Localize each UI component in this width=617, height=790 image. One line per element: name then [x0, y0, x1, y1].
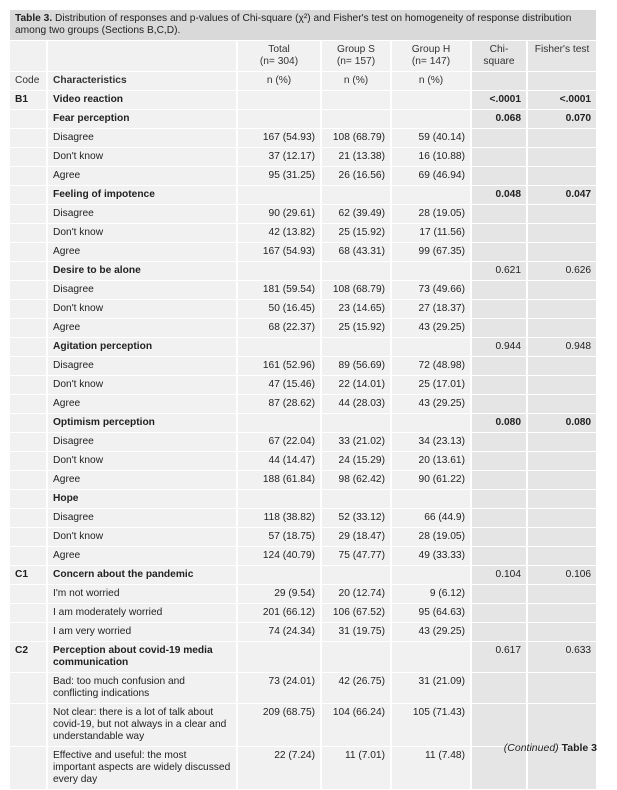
total-cell: 73 (24.01) [237, 673, 321, 704]
total-cell: 124 (40.79) [237, 547, 321, 566]
group-s-cell [321, 642, 391, 673]
fisher-cell [527, 623, 596, 642]
group-h-cell [391, 566, 471, 585]
characteristic-cell: Disagree [47, 433, 237, 452]
chi-square-cell [471, 452, 527, 471]
group-h-cell [391, 642, 471, 673]
group-s-cell: 52 (33.12) [321, 509, 391, 528]
chi-square-cell [471, 395, 527, 414]
section-row [10, 110, 596, 129]
fisher-cell [527, 547, 596, 566]
code-cell [10, 148, 47, 167]
code-cell: C1 [10, 566, 47, 585]
group-h-cell: 17 (11.56) [391, 224, 471, 243]
chi-square-cell [471, 357, 527, 376]
total-cell: 29 (9.54) [237, 585, 321, 604]
group-h-cell: 43 (29.25) [391, 623, 471, 642]
fisher-cell: 0.070 [527, 110, 596, 129]
code-cell [10, 110, 47, 129]
chi-square-cell [471, 490, 527, 509]
table-row [10, 281, 596, 300]
group-s-cell [321, 110, 391, 129]
group-s-cell: 104 (66.24) [321, 704, 391, 747]
table-row [10, 395, 596, 414]
fisher-cell: 0.626 [527, 262, 596, 281]
fisher-cell [527, 509, 596, 528]
group-s-cell: 20 (12.74) [321, 585, 391, 604]
total-cell: 37 (12.17) [237, 148, 321, 167]
table-row [10, 243, 596, 262]
group-h-cell [391, 414, 471, 433]
total-cell: 188 (61.84) [237, 471, 321, 490]
data-table [10, 10, 596, 790]
fisher-cell [527, 704, 596, 747]
header-code: Code [10, 72, 47, 91]
table-row [10, 509, 596, 528]
code-cell [10, 205, 47, 224]
chi-square-cell [471, 433, 527, 452]
fisher-cell: 0.633 [527, 642, 596, 673]
characteristic-cell: Perception about covid-19 media communication [47, 642, 237, 673]
group-h-cell: 69 (46.94) [391, 167, 471, 186]
chi-square-cell [471, 300, 527, 319]
table-row [10, 224, 596, 243]
total-cell: 47 (15.46) [237, 376, 321, 395]
group-s-cell [321, 186, 391, 205]
group-s-cell: 42 (26.75) [321, 673, 391, 704]
characteristic-cell: Don't know [47, 148, 237, 167]
code-cell [10, 471, 47, 490]
header-group-h: Group H (n= 147) [391, 41, 471, 72]
code-cell [10, 262, 47, 281]
header-unit-s: n (%) [321, 72, 391, 91]
code-cell [10, 623, 47, 642]
fisher-cell [527, 673, 596, 704]
group-h-cell: 43 (29.25) [391, 319, 471, 338]
group-h-cell: 25 (17.01) [391, 376, 471, 395]
group-s-cell: 98 (62.42) [321, 471, 391, 490]
fisher-cell [527, 281, 596, 300]
total-cell [237, 91, 321, 110]
fisher-cell [527, 129, 596, 148]
code-cell [10, 704, 47, 747]
total-cell: 22 (7.24) [237, 747, 321, 790]
group-s-cell: 75 (47.77) [321, 547, 391, 566]
table-row [10, 704, 596, 747]
characteristic-cell: Desire to be alone [47, 262, 237, 281]
section-row [10, 91, 596, 110]
characteristic-cell: Fear perception [47, 110, 237, 129]
total-cell [237, 186, 321, 205]
fisher-cell [527, 357, 596, 376]
table-row [10, 673, 596, 704]
table-row [10, 319, 596, 338]
chi-square-cell [471, 604, 527, 623]
total-cell: 161 (52.96) [237, 357, 321, 376]
characteristic-cell: Disagree [47, 205, 237, 224]
header-group-s: Group S (n= 157) [321, 41, 391, 72]
code-cell: C2 [10, 642, 47, 673]
code-cell [10, 490, 47, 509]
fisher-cell [527, 585, 596, 604]
fisher-cell [527, 148, 596, 167]
chi-square-cell [471, 528, 527, 547]
group-s-cell: 108 (68.79) [321, 281, 391, 300]
fisher-cell [527, 452, 596, 471]
fisher-cell [527, 376, 596, 395]
code-cell [10, 300, 47, 319]
characteristic-cell: Agree [47, 243, 237, 262]
total-cell: 118 (38.82) [237, 509, 321, 528]
characteristic-cell: Video reaction [47, 91, 237, 110]
characteristic-cell: Bad: too much confusion and conflicting indications [47, 673, 237, 704]
total-cell: 181 (59.54) [237, 281, 321, 300]
total-cell [237, 642, 321, 673]
code-cell: B1 [10, 91, 47, 110]
table-footer [504, 742, 597, 754]
characteristic-cell: Agree [47, 167, 237, 186]
group-h-cell: 99 (67.35) [391, 243, 471, 262]
fisher-cell [527, 490, 596, 509]
total-cell: 201 (66.12) [237, 604, 321, 623]
code-cell [10, 186, 47, 205]
group-s-cell: 25 (15.92) [321, 319, 391, 338]
fisher-cell [527, 471, 596, 490]
fisher-cell [527, 604, 596, 623]
total-cell: 74 (24.34) [237, 623, 321, 642]
characteristic-cell: Don't know [47, 300, 237, 319]
group-h-cell: 27 (18.37) [391, 300, 471, 319]
characteristic-cell: I'm not worried [47, 585, 237, 604]
characteristic-cell: Hope [47, 490, 237, 509]
section-row [10, 566, 596, 585]
group-h-cell: 49 (33.33) [391, 547, 471, 566]
chi-square-cell [471, 205, 527, 224]
total-cell: 57 (18.75) [237, 528, 321, 547]
group-s-cell: 106 (67.52) [321, 604, 391, 623]
group-h-cell [391, 338, 471, 357]
code-cell [10, 395, 47, 414]
chi-square-cell: 0.104 [471, 566, 527, 585]
table-row [10, 528, 596, 547]
chi-square-cell: 0.621 [471, 262, 527, 281]
code-cell [10, 433, 47, 452]
section-row [10, 338, 596, 357]
table-row [10, 547, 596, 566]
group-s-cell: 31 (19.75) [321, 623, 391, 642]
header-chi-square: Chi- square [471, 41, 527, 72]
group-h-cell [391, 110, 471, 129]
characteristic-cell: Disagree [47, 509, 237, 528]
fisher-cell [527, 528, 596, 547]
group-h-cell [391, 490, 471, 509]
chi-square-cell [471, 585, 527, 604]
total-cell [237, 262, 321, 281]
group-h-cell [391, 91, 471, 110]
group-s-cell [321, 490, 391, 509]
total-cell: 68 (22.37) [237, 319, 321, 338]
table-row [10, 452, 596, 471]
group-h-cell: 72 (48.98) [391, 357, 471, 376]
characteristic-cell: Agree [47, 471, 237, 490]
chi-square-cell [471, 704, 527, 747]
table-row [10, 300, 596, 319]
group-s-cell: 68 (43.31) [321, 243, 391, 262]
group-s-cell [321, 262, 391, 281]
group-s-cell: 89 (56.69) [321, 357, 391, 376]
characteristic-cell: Agitation perception [47, 338, 237, 357]
header-unit-h: n (%) [391, 72, 471, 91]
chi-square-cell [471, 547, 527, 566]
total-cell: 42 (13.82) [237, 224, 321, 243]
total-cell: 87 (28.62) [237, 395, 321, 414]
fisher-cell [527, 395, 596, 414]
characteristic-cell: Disagree [47, 281, 237, 300]
group-s-cell [321, 91, 391, 110]
total-cell: 50 (16.45) [237, 300, 321, 319]
code-cell [10, 243, 47, 262]
total-cell: 67 (22.04) [237, 433, 321, 452]
fisher-cell [527, 205, 596, 224]
code-cell [10, 281, 47, 300]
group-s-cell: 44 (28.03) [321, 395, 391, 414]
chi-square-cell: 0.617 [471, 642, 527, 673]
caption-label: Table 3. [15, 13, 53, 24]
code-cell [10, 357, 47, 376]
fisher-cell: <.0001 [527, 91, 596, 110]
fisher-cell [527, 319, 596, 338]
characteristic-cell: Don't know [47, 376, 237, 395]
group-h-cell: 11 (7.48) [391, 747, 471, 790]
group-h-cell [391, 262, 471, 281]
group-h-cell: 90 (61.22) [391, 471, 471, 490]
group-s-cell: 22 (14.01) [321, 376, 391, 395]
total-cell [237, 414, 321, 433]
group-s-cell [321, 566, 391, 585]
chi-square-cell [471, 376, 527, 395]
group-h-cell: 20 (13.61) [391, 452, 471, 471]
table-row [10, 604, 596, 623]
group-h-cell: 31 (21.09) [391, 673, 471, 704]
continued-label: (Continued) [503, 742, 559, 754]
chi-square-cell [471, 129, 527, 148]
characteristic-cell: Agree [47, 395, 237, 414]
group-s-cell: 26 (16.56) [321, 167, 391, 186]
group-s-cell: 23 (14.65) [321, 300, 391, 319]
chi-square-cell: 0.080 [471, 414, 527, 433]
total-cell: 167 (54.93) [237, 129, 321, 148]
section-row [10, 262, 596, 281]
characteristic-cell: Concern about the pandemic [47, 566, 237, 585]
characteristic-cell: Optimism perception [47, 414, 237, 433]
section-row [10, 414, 596, 433]
table-row [10, 205, 596, 224]
group-s-cell [321, 414, 391, 433]
total-cell: 44 (14.47) [237, 452, 321, 471]
table-row [10, 148, 596, 167]
characteristic-cell: Agree [47, 319, 237, 338]
chi-square-cell: 0.944 [471, 338, 527, 357]
code-cell [10, 547, 47, 566]
code-cell [10, 376, 47, 395]
group-h-cell: 28 (19.05) [391, 205, 471, 224]
group-h-cell: 34 (23.13) [391, 433, 471, 452]
group-h-cell [391, 186, 471, 205]
chi-square-cell [471, 509, 527, 528]
chi-square-cell [471, 148, 527, 167]
code-cell [10, 414, 47, 433]
chi-square-cell: 0.068 [471, 110, 527, 129]
fisher-cell [527, 243, 596, 262]
characteristic-cell: Not clear: there is a lot of talk about covid-19, but not always in a clear and understandable way [47, 704, 237, 747]
code-cell [10, 452, 47, 471]
total-cell: 209 (68.75) [237, 704, 321, 747]
chi-square-cell [471, 471, 527, 490]
table-row [10, 376, 596, 395]
group-h-cell: 66 (44.9) [391, 509, 471, 528]
table-row [10, 585, 596, 604]
table-row [10, 623, 596, 642]
group-h-cell: 16 (10.88) [391, 148, 471, 167]
code-cell [10, 129, 47, 148]
fisher-cell: 0.047 [527, 186, 596, 205]
total-cell [237, 490, 321, 509]
chi-square-cell: 0.048 [471, 186, 527, 205]
characteristic-cell: Don't know [47, 224, 237, 243]
caption-row [10, 10, 596, 41]
total-cell [237, 566, 321, 585]
section-row [10, 186, 596, 205]
chi-square-cell: <.0001 [471, 91, 527, 110]
chi-square-cell [471, 281, 527, 300]
characteristic-cell: Don't know [47, 528, 237, 547]
fisher-cell: 0.106 [527, 566, 596, 585]
characteristic-cell: I am very worried [47, 623, 237, 642]
characteristic-cell: Don't know [47, 452, 237, 471]
header-unit-total: n (%) [237, 72, 321, 91]
total-cell [237, 110, 321, 129]
table-row [10, 357, 596, 376]
table-row [10, 167, 596, 186]
group-h-cell: 28 (19.05) [391, 528, 471, 547]
group-h-cell: 73 (49.66) [391, 281, 471, 300]
total-cell [237, 338, 321, 357]
characteristic-cell: Disagree [47, 129, 237, 148]
total-cell: 95 (31.25) [237, 167, 321, 186]
characteristic-cell: Feeling of impotence [47, 186, 237, 205]
chi-square-cell [471, 224, 527, 243]
caption-text: Distribution of responses and p-values of Chi-square (χ²) and Fisher's test on homogeneity of response distribution among two groups (Sections B,C,D). [15, 13, 572, 36]
code-cell [10, 673, 47, 704]
section-row [10, 642, 596, 673]
table-row [10, 471, 596, 490]
fisher-cell: 0.948 [527, 338, 596, 357]
characteristic-cell: Agree [47, 547, 237, 566]
continued-table-ref: Table 3 [561, 742, 597, 754]
code-cell [10, 319, 47, 338]
group-s-cell: 25 (15.92) [321, 224, 391, 243]
group-s-cell: 29 (18.47) [321, 528, 391, 547]
group-s-cell: 33 (21.02) [321, 433, 391, 452]
chi-square-cell [471, 243, 527, 262]
code-cell [10, 604, 47, 623]
characteristic-cell: Disagree [47, 357, 237, 376]
code-cell [10, 747, 47, 790]
group-h-cell: 9 (6.12) [391, 585, 471, 604]
group-s-cell: 11 (7.01) [321, 747, 391, 790]
section-row [10, 490, 596, 509]
code-cell [10, 509, 47, 528]
fisher-cell [527, 433, 596, 452]
table-row [10, 433, 596, 452]
total-cell: 90 (29.61) [237, 205, 321, 224]
fisher-cell: 0.080 [527, 414, 596, 433]
group-s-cell: 62 (39.49) [321, 205, 391, 224]
total-cell: 167 (54.93) [237, 243, 321, 262]
table-caption [10, 10, 596, 41]
code-cell [10, 585, 47, 604]
group-h-cell: 59 (40.14) [391, 129, 471, 148]
chi-square-cell [471, 167, 527, 186]
header-characteristics: Characteristics [47, 72, 237, 91]
group-s-cell: 24 (15.29) [321, 452, 391, 471]
fisher-cell [527, 167, 596, 186]
chi-square-cell [471, 623, 527, 642]
chi-square-cell [471, 319, 527, 338]
chi-square-cell [471, 673, 527, 704]
group-s-cell: 21 (13.38) [321, 148, 391, 167]
group-s-cell [321, 338, 391, 357]
characteristic-cell: Effective and useful: the most important aspects are widely discussed every day [47, 747, 237, 790]
characteristic-cell: I am moderately worried [47, 604, 237, 623]
group-s-cell: 108 (68.79) [321, 129, 391, 148]
header-total: Total (n= 304) [237, 41, 321, 72]
fisher-cell [527, 224, 596, 243]
code-cell [10, 224, 47, 243]
code-cell [10, 167, 47, 186]
header-row [10, 41, 596, 72]
code-cell [10, 338, 47, 357]
fisher-cell [527, 300, 596, 319]
group-h-cell: 43 (29.25) [391, 395, 471, 414]
subheader-row [10, 72, 596, 91]
header-fisher: Fisher's test [527, 41, 596, 72]
group-h-cell: 105 (71.43) [391, 704, 471, 747]
code-cell [10, 528, 47, 547]
group-h-cell: 95 (64.63) [391, 604, 471, 623]
table-row [10, 129, 596, 148]
